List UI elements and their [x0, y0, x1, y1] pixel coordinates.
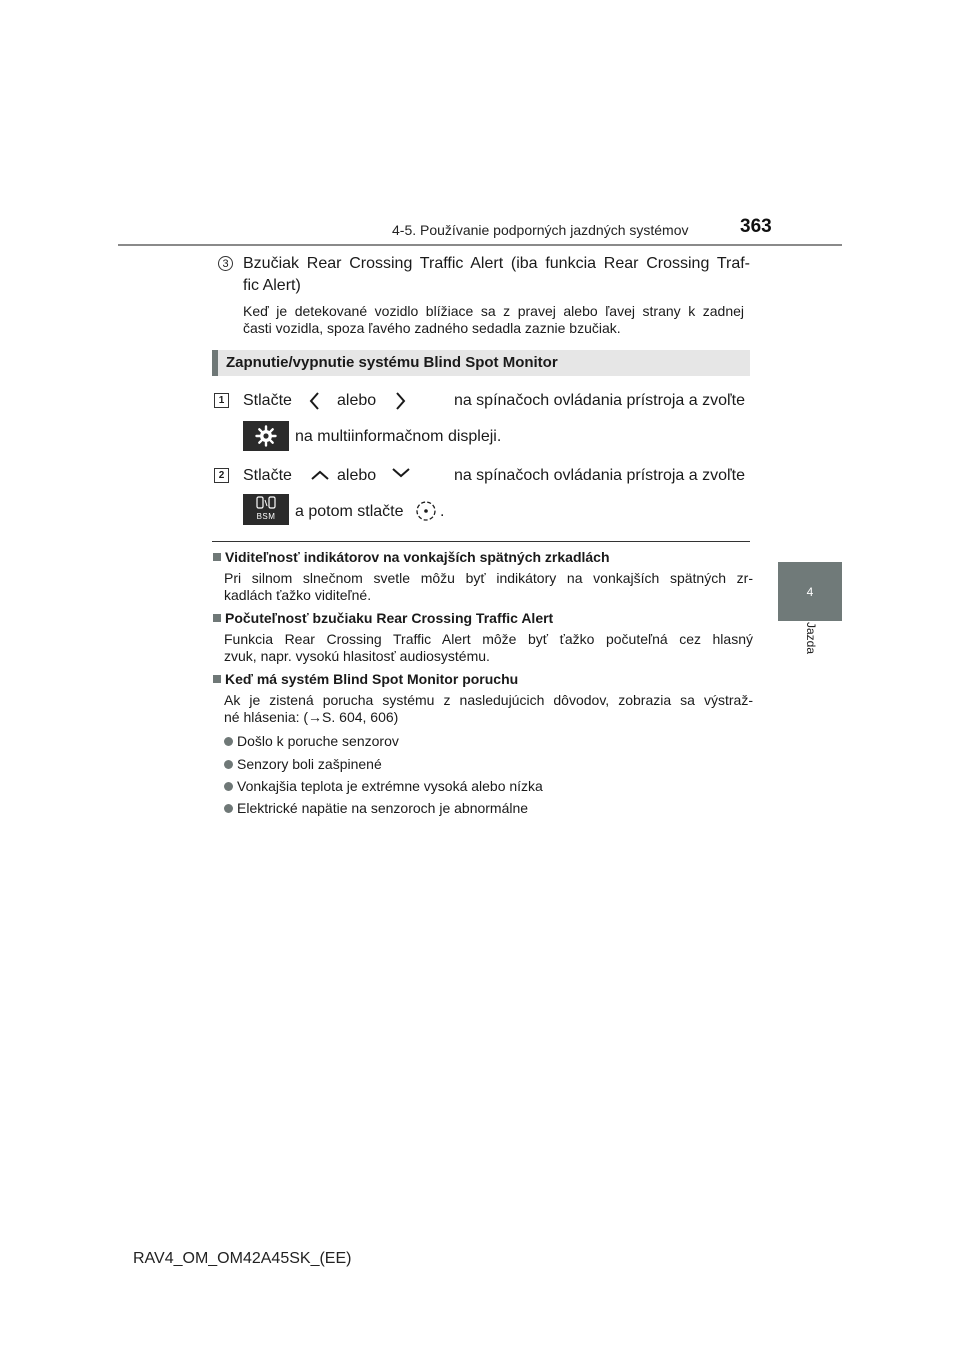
list-item: Senzory boli zašpinené — [224, 756, 382, 773]
note-audibility-line2: zvuk, napr. vysokú hlasitosť audiosystému. — [224, 648, 490, 664]
item3-title-line1: Bzučiak Rear Crossing Traffic Alert (iba funkcia Rear Crossing Traf- — [243, 255, 750, 272]
list-item: Došlo k poruche senzorov — [224, 733, 399, 750]
round-bullet-icon — [224, 760, 233, 769]
note-malfunction — [213, 671, 753, 726]
note-audibility-line1: Funkcia Rear Crossing Traffic Alert môže byť ťažko počuteľná cez hlasný — [224, 631, 753, 647]
note-malfunction-line1: Ak je zistená porucha systému z nasledujúcich dôvodov, zobrazia sa výstraž- — [224, 692, 753, 708]
step1-text-display: na multiinformačnom displeji. — [295, 428, 502, 445]
ok-button-icon — [415, 500, 437, 522]
step2-text-period: . — [440, 503, 445, 520]
bsm-car-icon — [256, 496, 276, 512]
note-visibility-line1: Pri silnom slnečnom svetle môžu byť indikátory na vonkajších spätných zr- — [224, 570, 753, 586]
section-title-bar — [212, 350, 750, 376]
item-marker-3: 3 — [218, 256, 233, 271]
note-title-visibility: Viditeľnosť indikátorov na vonkajších spätných zrkadlách — [213, 549, 753, 566]
step2-text-stlacte: Stlačte — [243, 467, 292, 484]
item3-desc-line2: časti vozidla, spoza ľavého zadného sedadla zaznie bzučiak. — [243, 320, 621, 336]
bsm-label: BSM — [256, 512, 276, 521]
bsm-display-icon — [243, 494, 289, 525]
step2-text-alebo: alebo — [337, 467, 377, 484]
square-bullet-icon — [213, 675, 221, 683]
step-marker-1: 1 — [214, 393, 229, 408]
round-bullet-icon — [224, 782, 233, 791]
chevron-up-icon — [309, 468, 331, 482]
document-code: RAV4_OM_OM42A45SK_(EE) — [133, 1250, 352, 1267]
list-item: Elektrické napätie na senzoroch je abnormálne — [224, 800, 528, 817]
round-bullet-icon — [224, 804, 233, 813]
step-marker-2: 2 — [214, 468, 229, 483]
chapter-tab — [778, 562, 842, 621]
chevron-down-icon — [390, 466, 412, 480]
section-title: Zapnutie/vypnutie systému Blind Spot Monitor — [226, 354, 558, 371]
step1-text-stlacte: Stlačte — [243, 392, 292, 409]
list-item: Vonkajšia teplota je extrémne vysoká alebo nízka — [224, 778, 543, 795]
square-bullet-icon — [213, 553, 221, 561]
note-title-audibility: Počuteľnosť bzučiaku Rear Crossing Traffic Alert — [213, 610, 753, 627]
item3-desc-line1: Keď je detekované vozidlo blížiace sa z pravej alebo ľavej strany k zadnej — [243, 303, 744, 319]
step1-text-instruction: na spínačoch ovládania prístroja a zvoľte — [453, 392, 745, 409]
notes-divider — [212, 541, 750, 542]
item3-title — [243, 253, 750, 297]
item3-title-line2: fic Alert) — [243, 277, 301, 294]
step2-text-then: a potom stlačte — [295, 503, 404, 520]
note-audibility — [213, 610, 753, 665]
note-malfunction-line2: né hlásenia: (→S. 604, 606) — [224, 709, 399, 725]
step1-text-alebo: alebo — [337, 392, 377, 409]
round-bullet-icon — [224, 737, 233, 746]
settings-gear-icon — [243, 421, 289, 451]
chapter-label: Jazda — [804, 622, 818, 655]
page-number: 363 — [740, 216, 772, 237]
item3-description — [243, 303, 744, 337]
note-visibility — [213, 549, 753, 604]
note-visibility-line2: kadlách ťažko viditeľné. — [224, 587, 372, 603]
chapter-number: 4 — [806, 584, 814, 599]
chevron-right-icon — [393, 391, 407, 411]
note-title-malfunction: Keď má systém Blind Spot Monitor poruchu — [213, 671, 753, 688]
chevron-left-icon — [308, 391, 322, 411]
square-bullet-icon — [213, 614, 221, 622]
header-divider — [118, 244, 842, 246]
step2-text-instruction: na spínačoch ovládania prístroja a zvoľte — [453, 467, 745, 484]
section-heading: 4-5. Používanie podporných jazdných systémov — [392, 222, 689, 238]
